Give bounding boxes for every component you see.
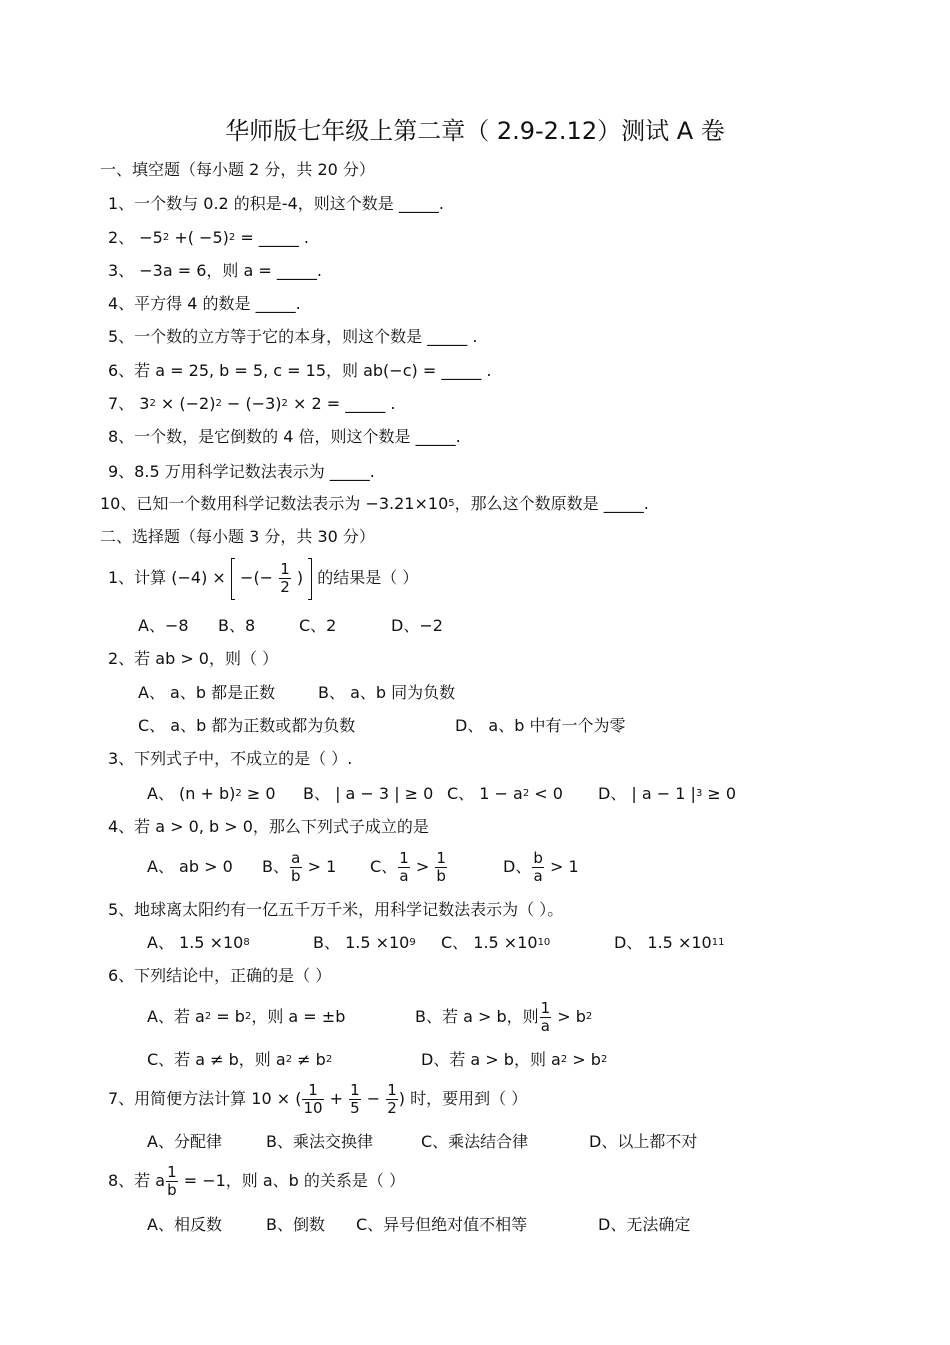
left-bracket (231, 558, 235, 600)
choice-question-3: 3、下列式子中，不成立的是（ ）. (108, 749, 353, 768)
choice-7-option-b: B、乘法交换律 (266, 1132, 373, 1151)
choice-3-option-d: D、 | a − 1 $|^3 \ge 0$ (598, 784, 737, 803)
choice-3-option-a: A、 $(n + b)^2 \ge 0$ (147, 784, 276, 803)
choice-1-option-b: B、8 (218, 616, 256, 635)
section2-heading: 二、选择题（每小题 3 分，共 30 分） (100, 527, 375, 546)
fill-question-7: 7、 $3^2 \times (-2)^2 - (-3)^2 \times 2$ = _____ . (108, 394, 396, 413)
fill-question-3: 3、 −3a = 6，则 a = _____. (108, 261, 322, 280)
choice-question-8: 8、若 a $\frac{1}{b}$ = −1，则 a、b 的关系是（ ） (108, 1163, 406, 1199)
choice-question-2: 2、若 ab > 0，则（ ） (108, 649, 279, 668)
choice-4-option-c: C、 $\frac{1}{a}$ > $\frac{1}{b}$ (370, 849, 446, 885)
right-bracket (308, 558, 312, 600)
choice-question-1: 1、计算 (−4) × −(− $\frac{1}{2}$ ) 的结果是（ ） (108, 556, 418, 600)
fill-question-9: 9、8.5 万用科学记数法表示为 _____. (108, 462, 375, 481)
choice-1-option-c: C、2 (299, 616, 337, 635)
choice-5-option-a: A、 $1.5 \times 10^8$ (147, 933, 250, 952)
fill-question-10: 10、已知一个数用科学记数法表示为 $-3.21\times 10^5$，那么这个数原数是 _____. (100, 494, 649, 513)
choice-3-option-c: C、 $1 - a^2 < 0$ (447, 784, 563, 803)
choice-4-option-b: B、 $\frac{a}{b}$ > 1 (262, 849, 337, 885)
choice-7-option-a: A、分配律 (147, 1132, 222, 1151)
choice-5-option-c: C、 $1.5 \times 10^{10}$ (441, 933, 551, 952)
choice-4-option-a: A、 ab > 0 (147, 857, 233, 876)
choice-question-7: 7、用简便方法计算 10 × ( $\frac{1}{10}$ + $\frac{1}{5}$ − $\frac{1}{2}$ ) 时，要用到（ ） (108, 1081, 528, 1117)
choice-2-option-d: D、 a、b 中有一个为零 (455, 716, 626, 735)
choice-2-option-b: B、 a、b 同为负数 (318, 683, 456, 702)
choice-2-option-a: A、 a、b 都是正数 (138, 683, 276, 702)
choice-5-option-d: D、 $1.5 \times 10^{11}$ (614, 933, 725, 952)
page-title: 华师版七年级上第二章（ 2.9-2.12）测试 A 卷 (225, 117, 725, 145)
choice-7-option-d: D、以上都不对 (589, 1132, 698, 1151)
choice-5-option-b: B、 $1.5 \times 10^9$ (313, 933, 416, 952)
section1-heading: 一、填空题（每小题 2 分，共 20 分） (100, 160, 375, 179)
choice-6-option-d: D、若 a > b，则 $a^2 > b^2$ (421, 1050, 608, 1069)
fill-question-6: 6、若 a = 25, b = 5, c = 15，则 ab(−c) = _____ . (108, 361, 492, 380)
fill-question-2: 2、 $-5^2$ +( −5)$^2$ = _____ . (108, 228, 310, 247)
choice-8-option-d: D、无法确定 (598, 1215, 691, 1234)
choice-question-5: 5、地球离太阳约有一亿五千万千米，用科学记数法表示为（ ）。 (108, 900, 564, 919)
choice-8-option-b: B、倒数 (266, 1215, 325, 1234)
choice-2-option-c: C、 a、b 都为正数或都为负数 (138, 716, 356, 735)
choice-question-4: 4、若 a > 0, b > 0，那么下列式子成立的是 (108, 817, 429, 836)
fill-question-5: 5、一个数的立方等于它的本身，则这个数是 _____ . (108, 327, 478, 346)
choice-4-option-d: D、 $\frac{b}{a}$ > 1 (503, 849, 579, 885)
fill-question-4: 4、平方得 4 的数是 _____. (108, 294, 301, 313)
fraction: $\frac{1}{2}$ (280, 560, 290, 596)
choice-6-option-b: B、若 a > b，则 $\frac{1}{a}$ > $b^2$ (415, 999, 593, 1035)
choice-1-option-d: D、−2 (391, 616, 443, 635)
choice-6-option-c: C、若 a ≠ b，则 $a^2 \ne b^2$ (147, 1050, 333, 1069)
choice-3-option-b: B、 | a − 3 | ≥ 0 (303, 784, 434, 803)
choice-1-option-a: A、−8 (138, 616, 189, 635)
fill-question-8: 8、一个数，是它倒数的 4 倍，则这个数是 _____. (108, 427, 461, 446)
fill-question-1: 1、一个数与 0.2 的积是-4，则这个数是 _____. (108, 194, 444, 213)
choice-8-option-c: C、异号但绝对值不相等 (356, 1215, 528, 1234)
choice-6-option-a: A、若 $a^2 = b^2$，则 a = ±b (147, 1007, 346, 1026)
choice-question-6: 6、下列结论中，正确的是（ ） (108, 966, 332, 985)
choice-7-option-c: C、乘法结合律 (421, 1132, 529, 1151)
choice-8-option-a: A、相反数 (147, 1215, 222, 1234)
